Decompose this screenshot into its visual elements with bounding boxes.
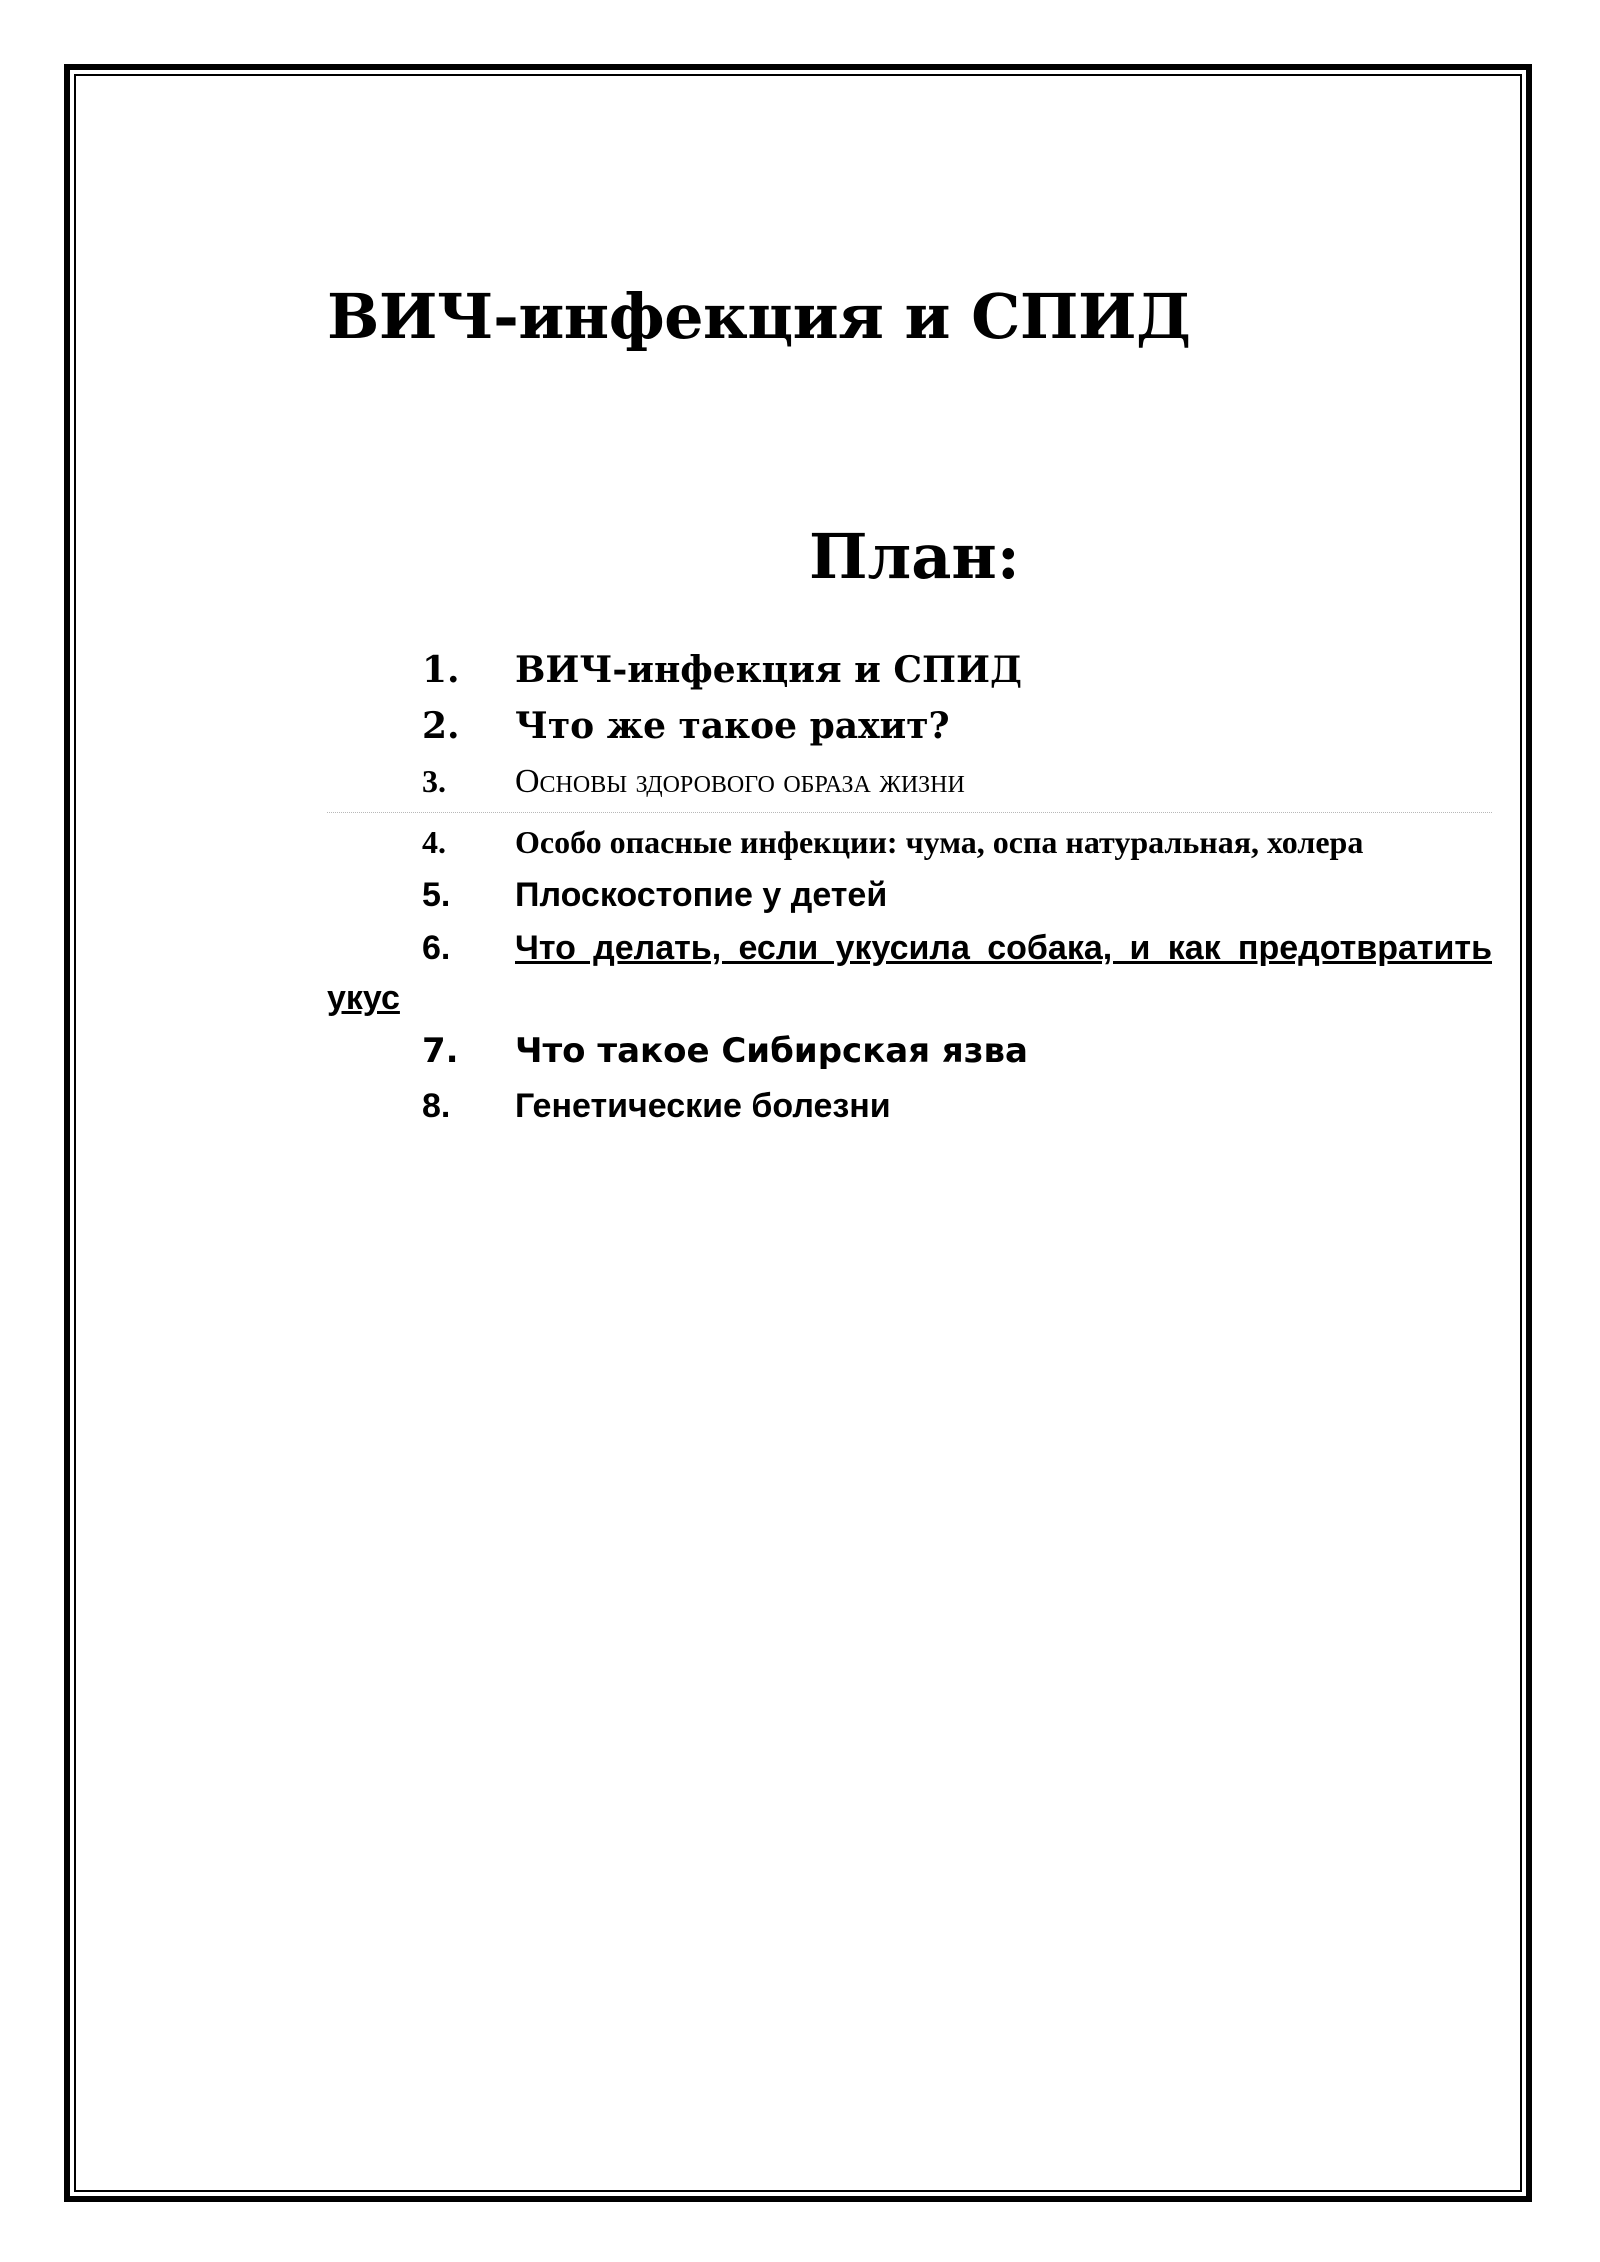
- plan-list: [327, 642, 1492, 1133]
- plan-item-text: Особо опасные инфекции: чума, оспа натуральная, холера: [515, 824, 1364, 860]
- plan-item-number: 2.: [422, 705, 460, 747]
- plan-item-text: Что такое Сибирская язва: [515, 1031, 1028, 1071]
- plan-item-3: [327, 754, 1492, 813]
- plan-item-1: [327, 642, 1492, 698]
- plan-heading: План:: [809, 520, 1020, 593]
- plan-item-text: Что делать, если укусила собака, и как предотвратить укус: [327, 929, 1492, 1017]
- plan-item-2: [327, 698, 1492, 754]
- plan-item-text: Что же такое рахит?: [515, 705, 950, 747]
- plan-item-text: Плоскостопие у детей: [515, 876, 888, 914]
- plan-item-number: 8.: [422, 1087, 451, 1125]
- document-title: ВИЧ-инфекция и СПИД: [327, 280, 1191, 353]
- plan-item-5: [327, 867, 1492, 923]
- plan-item-7: [327, 1023, 1492, 1079]
- page-border-inner: [74, 74, 1522, 2192]
- plan-item-number: 7.: [422, 1031, 459, 1071]
- plan-item-number: 1.: [422, 649, 460, 691]
- plan-item-4: [327, 817, 1492, 867]
- plan-item-text: ВИЧ-инфекция и СПИД: [515, 649, 1023, 691]
- document-content: [327, 280, 1492, 1125]
- plan-item-number: 3.: [422, 763, 446, 799]
- plan-item-number: 6.: [422, 929, 451, 967]
- plan-item-number: 5.: [422, 876, 451, 914]
- plan-item-number: 4.: [422, 824, 446, 860]
- plan-item-text: Основы здорового образа жизни: [515, 763, 965, 800]
- plan-item-text: Генетические болезни: [515, 1087, 891, 1125]
- plan-item-6: [327, 923, 1492, 1023]
- plan-item-8: [327, 1079, 1492, 1133]
